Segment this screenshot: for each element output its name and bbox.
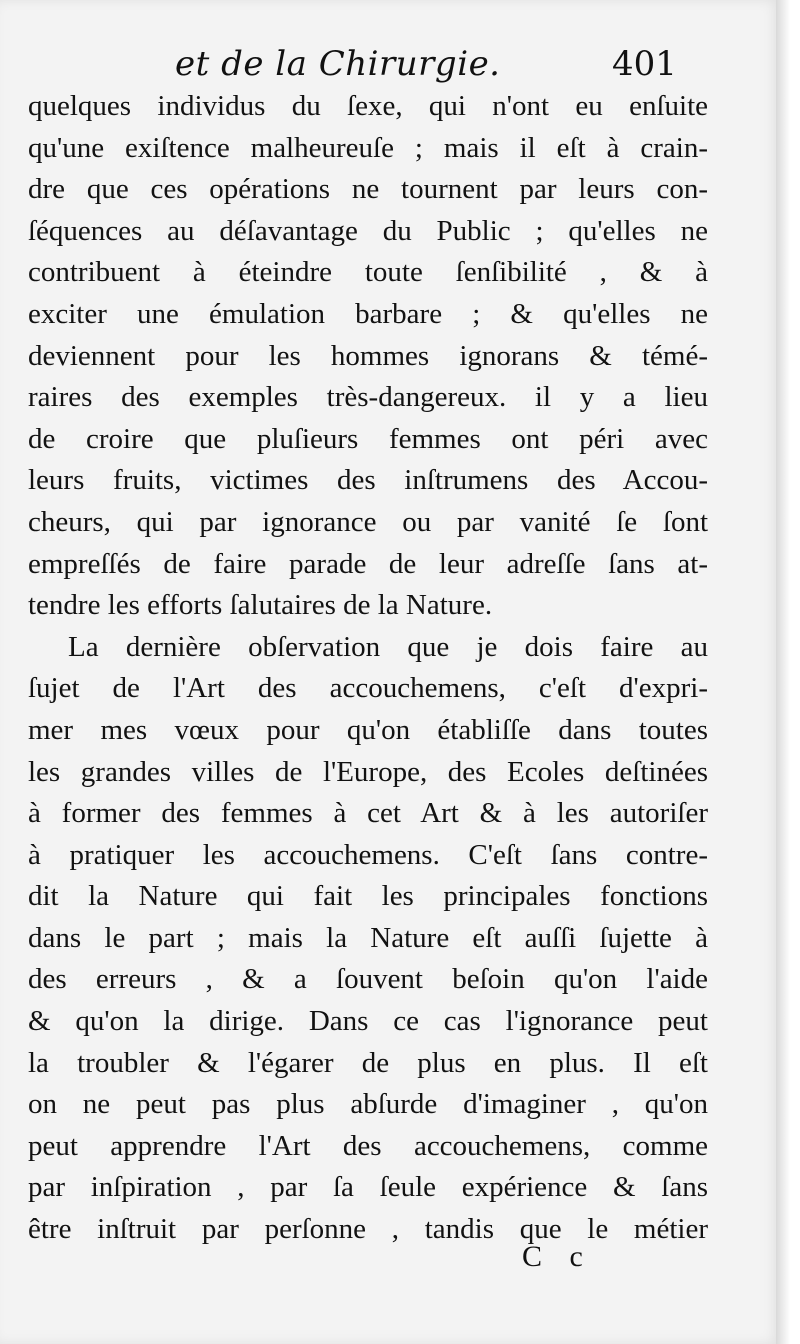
text-line: dit la Nature qui fait les principales fonctions: [28, 880, 708, 913]
text-line: deviennent pour les hommes ignorans & témé-: [28, 339, 708, 372]
text-line: les grandes villes de l'Europe, des Ecoles deſtinées: [28, 755, 708, 788]
page-number: 401: [612, 44, 677, 84]
text-line: & qu'on la dirige. Dans ce cas l'ignorance peut: [28, 1005, 708, 1038]
text-line: ſéquences au déſavantage du Public ; qu'elles ne: [28, 214, 708, 247]
text-line: dre que ces opérations ne tournent par leurs con-: [28, 173, 708, 206]
text-line: dans le part ; mais la Nature eſt auſſi ſujette à: [28, 921, 708, 954]
text-line: quelques individus du ſexe, qui n'ont eu enſuite: [28, 90, 708, 122]
text-line: être inſtruit par perſonne , tandis que le métier: [28, 1213, 708, 1246]
text-line: empreſſés de faire parade de leur adreſſe ſans at-: [28, 547, 708, 580]
text-line: exciter une émulation barbare ; & qu'elles ne: [28, 297, 708, 330]
text-line: mer mes vœux pour qu'on établiſſe dans toutes: [28, 713, 708, 746]
paragraph-end-line: tendre les efforts ſalutaires de la Nature.: [28, 589, 493, 622]
page-edge: [776, 0, 800, 1344]
text-line: cheurs, qui par ignorance ou par vanité ſe ſont: [28, 505, 708, 538]
text-line: par inſpiration , par ſa ſeule expérience & ſans: [28, 1171, 708, 1204]
signature-mark: C c: [522, 1240, 593, 1273]
text-line: contribuent à éteindre toute ſenſibilité , & à: [28, 256, 708, 289]
running-head: et de la Chirurgie.: [175, 44, 501, 84]
body-text: [28, 86, 708, 1251]
text-line: à former des femmes à cet Art & à les autoriſer: [28, 797, 708, 830]
text-line: raires des exemples très-dangereux. il y a lieu: [28, 381, 708, 414]
text-line: la troubler & l'égarer de plus en plus. Il eſt: [28, 1046, 708, 1079]
text-line: on ne peut pas plus abſurde d'imaginer , qu'on: [28, 1088, 708, 1121]
text-line: qu'une exiſtence malheureuſe ; mais il eſt à crain-: [28, 131, 708, 164]
text-line: peut apprendre l'Art des accouchemens, comme: [28, 1129, 708, 1162]
text-line: à pratiquer les accouchemens. C'eſt ſans contre-: [28, 838, 708, 871]
text-line: ſujet de l'Art des accouchemens, c'eſt d'expri-: [28, 672, 708, 705]
paragraph-start-line: La dernière obſervation que je dois faire au: [68, 630, 708, 663]
text-line: de croire que pluſieurs femmes ont péri avec: [28, 422, 708, 455]
text-line: des erreurs , & a ſouvent beſoin qu'on l'aide: [28, 963, 708, 996]
text-line: leurs fruits, victimes des inſtrumens des Accou-: [28, 464, 708, 497]
